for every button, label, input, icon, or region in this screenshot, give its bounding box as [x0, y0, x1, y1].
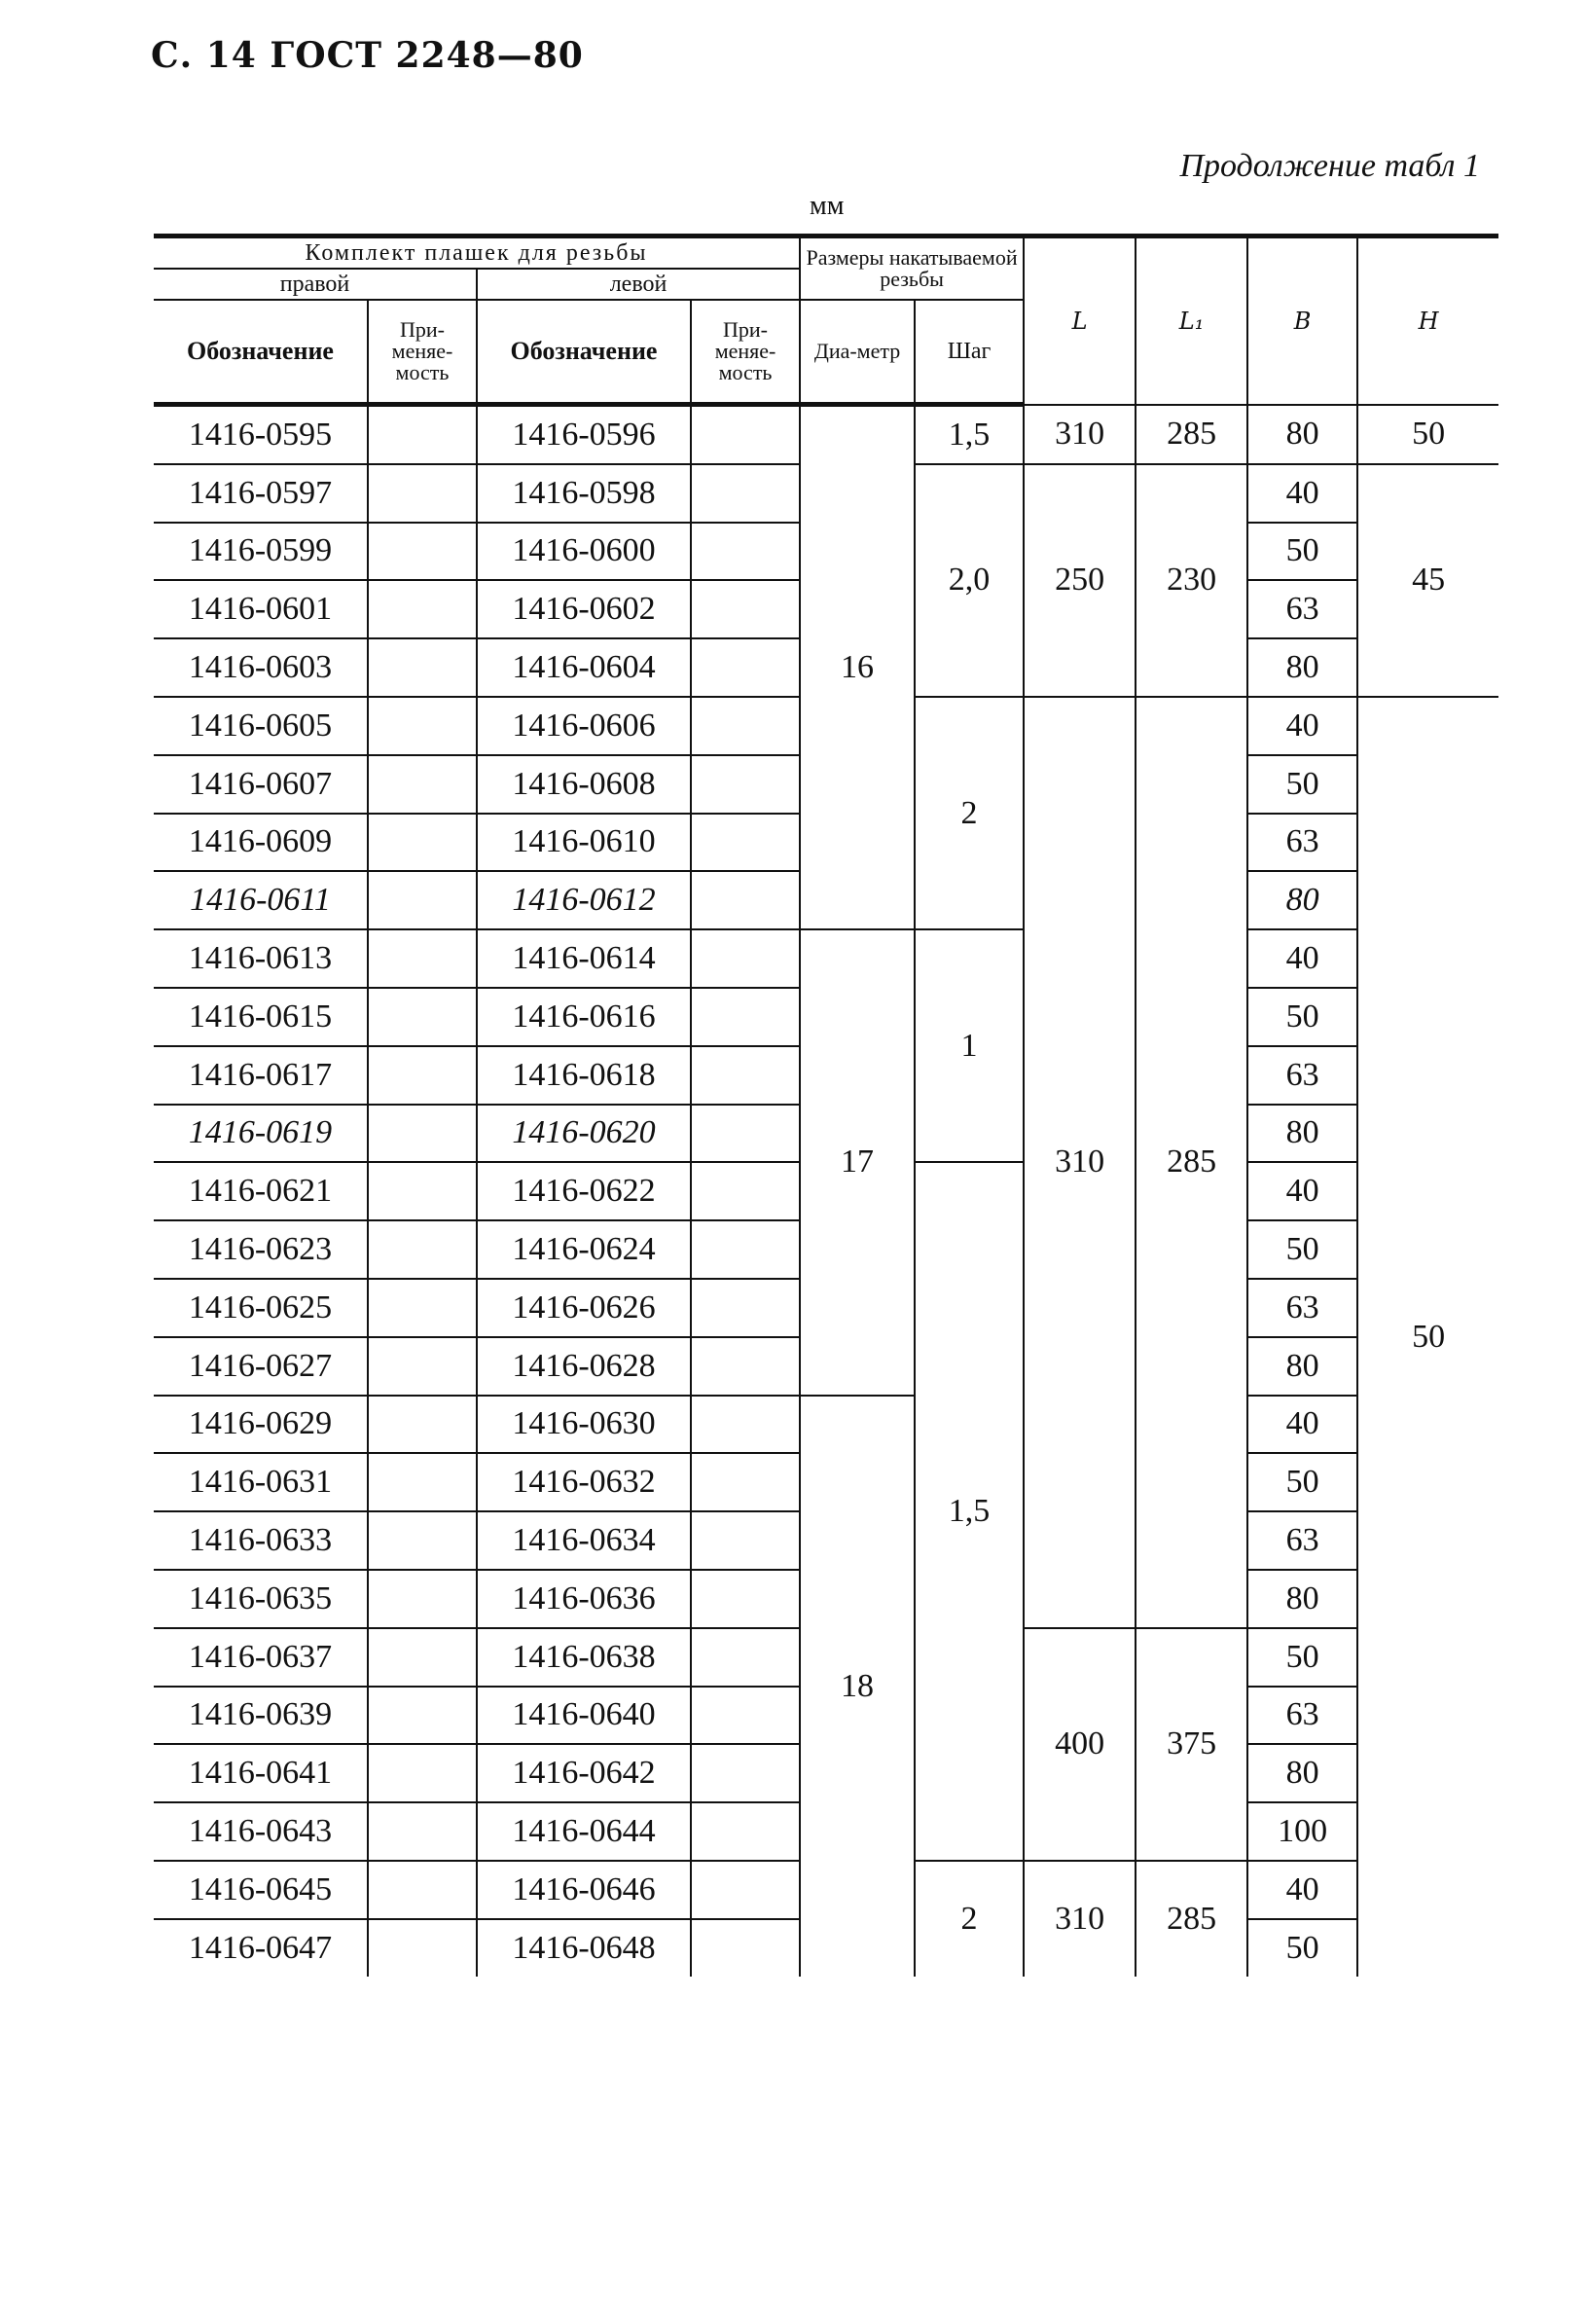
B-value: 40	[1247, 697, 1357, 755]
B-value: 50	[1247, 1919, 1357, 1977]
right-applicability	[368, 523, 477, 581]
pitch-header: Шаг	[915, 300, 1024, 405]
right-applicability	[368, 580, 477, 638]
left-designation: 1416-0618	[477, 1046, 691, 1105]
left-designation: 1416-0604	[477, 638, 691, 697]
H-value: 50	[1357, 405, 1498, 464]
diameter-value: 18	[800, 1396, 915, 1977]
left-designation: 1416-0632	[477, 1453, 691, 1511]
pitch-value: 1,5	[915, 405, 1024, 464]
right-applicability	[368, 1279, 477, 1337]
left-designation: 1416-0608	[477, 755, 691, 814]
right-designation: 1416-0613	[154, 929, 368, 988]
left-designation: 1416-0602	[477, 580, 691, 638]
H-value: 50	[1357, 697, 1498, 1977]
right-applicability	[368, 1919, 477, 1977]
right-designation: 1416-0595	[154, 405, 368, 464]
pitch-value: 2	[915, 1861, 1024, 1977]
left-applicability	[691, 523, 800, 581]
L1-value: 285	[1136, 1861, 1247, 1977]
pitch-value: 2,0	[915, 464, 1024, 697]
left-applicability	[691, 1279, 800, 1337]
left-designation: 1416-0600	[477, 523, 691, 581]
B-value: 50	[1247, 1220, 1357, 1279]
right-designation: 1416-0623	[154, 1220, 368, 1279]
right-designation: 1416-0635	[154, 1570, 368, 1628]
right-applicability	[368, 814, 477, 872]
right-applicability	[368, 697, 477, 755]
left-designation: 1416-0626	[477, 1279, 691, 1337]
B-value: 50	[1247, 1453, 1357, 1511]
right-applicability	[368, 1687, 477, 1745]
right-applicability	[368, 1802, 477, 1861]
left-designation: 1416-0616	[477, 988, 691, 1046]
left-applicability	[691, 755, 800, 814]
left-designation: 1416-0596	[477, 405, 691, 464]
left-applicability	[691, 1105, 800, 1163]
left-designation: 1416-0638	[477, 1628, 691, 1687]
right-applicability-header: При-меняе-мость	[368, 300, 477, 405]
left-applicability	[691, 1453, 800, 1511]
right-designation: 1416-0643	[154, 1802, 368, 1861]
diameter-header: Диа-метр	[800, 300, 915, 405]
left-designation: 1416-0636	[477, 1570, 691, 1628]
B-value: 63	[1247, 1046, 1357, 1105]
right-designation: 1416-0645	[154, 1861, 368, 1919]
left-applicability	[691, 1337, 800, 1396]
thread-sizes-header: Размеры накатываемой резьбы	[800, 236, 1024, 301]
left-applicability	[691, 1861, 800, 1919]
left-applicability	[691, 988, 800, 1046]
page-header: С. 14 ГОСТ 2248—80	[151, 35, 584, 76]
right-applicability	[368, 405, 477, 464]
H-value: 45	[1357, 464, 1498, 697]
col-H-header: H	[1357, 236, 1498, 405]
right-applicability	[368, 1511, 477, 1570]
right-designation: 1416-0625	[154, 1279, 368, 1337]
left-designation: 1416-0640	[477, 1687, 691, 1745]
B-value: 40	[1247, 1861, 1357, 1919]
left-applicability	[691, 580, 800, 638]
diameter-value: 17	[800, 929, 915, 1395]
left-designation: 1416-0610	[477, 814, 691, 872]
right-designation: 1416-0627	[154, 1337, 368, 1396]
unit-label: мм	[810, 191, 845, 221]
right-applicability	[368, 1453, 477, 1511]
left-designation: 1416-0620	[477, 1105, 691, 1163]
left-applicability-header: При-меняе-мость	[691, 300, 800, 405]
left-applicability	[691, 871, 800, 929]
left-applicability	[691, 464, 800, 523]
right-designation: 1416-0641	[154, 1744, 368, 1802]
B-value: 50	[1247, 1628, 1357, 1687]
right-designation: 1416-0603	[154, 638, 368, 697]
L-value: 250	[1024, 464, 1136, 697]
left-applicability	[691, 405, 800, 464]
right-applicability	[368, 1861, 477, 1919]
left-applicability	[691, 1220, 800, 1279]
right-applicability	[368, 1396, 477, 1454]
left-applicability	[691, 1744, 800, 1802]
right-designation: 1416-0639	[154, 1687, 368, 1745]
B-value: 40	[1247, 1162, 1357, 1220]
left-designation: 1416-0634	[477, 1511, 691, 1570]
left-designation: 1416-0622	[477, 1162, 691, 1220]
left-applicability	[691, 929, 800, 988]
left-applicability	[691, 1919, 800, 1977]
right-designation: 1416-0647	[154, 1919, 368, 1977]
B-value: 40	[1247, 929, 1357, 988]
left-designation: 1416-0646	[477, 1861, 691, 1919]
left-applicability	[691, 1396, 800, 1454]
right-applicability	[368, 1570, 477, 1628]
B-value: 40	[1247, 1396, 1357, 1454]
right-designation: 1416-0633	[154, 1511, 368, 1570]
right-designation: 1416-0617	[154, 1046, 368, 1105]
left-applicability	[691, 1570, 800, 1628]
left-applicability	[691, 1687, 800, 1745]
right-applicability	[368, 1046, 477, 1105]
table-continuation-caption: Продолжение табл 1	[1179, 148, 1480, 184]
L1-value: 375	[1136, 1628, 1247, 1861]
right-designation: 1416-0621	[154, 1162, 368, 1220]
left-applicability	[691, 1046, 800, 1105]
B-value: 63	[1247, 1279, 1357, 1337]
left-applicability	[691, 814, 800, 872]
right-applicability	[368, 929, 477, 988]
B-value: 63	[1247, 1687, 1357, 1745]
L-value: 400	[1024, 1628, 1136, 1861]
right-applicability	[368, 1628, 477, 1687]
B-value: 63	[1247, 1511, 1357, 1570]
left-designation: 1416-0624	[477, 1220, 691, 1279]
B-value: 40	[1247, 464, 1357, 523]
left-designation: 1416-0612	[477, 871, 691, 929]
L-value: 310	[1024, 1861, 1136, 1977]
left-applicability	[691, 1162, 800, 1220]
B-value: 50	[1247, 988, 1357, 1046]
right-designation-header: Обозначение	[154, 300, 368, 405]
dies-set-header: Комплект плашек для резьбы	[154, 236, 800, 270]
left-designation: 1416-0598	[477, 464, 691, 523]
right-designation: 1416-0601	[154, 580, 368, 638]
diameter-value: 16	[800, 405, 915, 930]
left-applicability	[691, 1511, 800, 1570]
right-designation: 1416-0615	[154, 988, 368, 1046]
B-value: 50	[1247, 755, 1357, 814]
left-designation: 1416-0630	[477, 1396, 691, 1454]
right-applicability	[368, 1105, 477, 1163]
left-designation: 1416-0644	[477, 1802, 691, 1861]
B-value: 100	[1247, 1802, 1357, 1861]
right-designation: 1416-0637	[154, 1628, 368, 1687]
right-designation: 1416-0599	[154, 523, 368, 581]
right-applicability	[368, 1220, 477, 1279]
left-designation: 1416-0614	[477, 929, 691, 988]
left-thread-header: левой	[477, 269, 800, 300]
B-value: 80	[1247, 1105, 1357, 1163]
B-value: 50	[1247, 523, 1357, 581]
left-designation: 1416-0642	[477, 1744, 691, 1802]
col-B-header: B	[1247, 236, 1357, 405]
left-designation: 1416-0648	[477, 1919, 691, 1977]
L1-value: 230	[1136, 464, 1247, 697]
right-thread-header: правой	[154, 269, 477, 300]
right-designation: 1416-0611	[154, 871, 368, 929]
left-designation-header: Обозначение	[477, 300, 691, 405]
B-value: 80	[1247, 871, 1357, 929]
B-value: 80	[1247, 1337, 1357, 1396]
right-designation: 1416-0631	[154, 1453, 368, 1511]
right-designation: 1416-0619	[154, 1105, 368, 1163]
right-applicability	[368, 988, 477, 1046]
right-designation: 1416-0597	[154, 464, 368, 523]
right-applicability	[368, 1744, 477, 1802]
left-applicability	[691, 1628, 800, 1687]
dies-table	[154, 234, 1498, 1977]
col-L1-header: L₁	[1136, 236, 1247, 405]
right-applicability	[368, 1337, 477, 1396]
pitch-value: 1	[915, 929, 1024, 1162]
L-value: 310	[1024, 405, 1136, 464]
left-designation: 1416-0606	[477, 697, 691, 755]
right-designation: 1416-0609	[154, 814, 368, 872]
col-L-header: L	[1024, 236, 1136, 405]
right-applicability	[368, 755, 477, 814]
right-designation: 1416-0629	[154, 1396, 368, 1454]
B-value: 63	[1247, 814, 1357, 872]
B-value: 80	[1247, 638, 1357, 697]
right-applicability	[368, 464, 477, 523]
right-applicability	[368, 1162, 477, 1220]
right-designation: 1416-0605	[154, 697, 368, 755]
pitch-value: 2	[915, 697, 1024, 929]
L1-value: 285	[1136, 405, 1247, 464]
left-applicability	[691, 638, 800, 697]
right-applicability	[368, 638, 477, 697]
B-value: 80	[1247, 405, 1357, 464]
L-value: 310	[1024, 697, 1136, 1628]
left-applicability	[691, 1802, 800, 1861]
right-applicability	[368, 871, 477, 929]
B-value: 63	[1247, 580, 1357, 638]
B-value: 80	[1247, 1570, 1357, 1628]
left-designation: 1416-0628	[477, 1337, 691, 1396]
pitch-value: 1,5	[915, 1162, 1024, 1861]
B-value: 80	[1247, 1744, 1357, 1802]
right-designation: 1416-0607	[154, 755, 368, 814]
L1-value: 285	[1136, 697, 1247, 1628]
left-applicability	[691, 697, 800, 755]
